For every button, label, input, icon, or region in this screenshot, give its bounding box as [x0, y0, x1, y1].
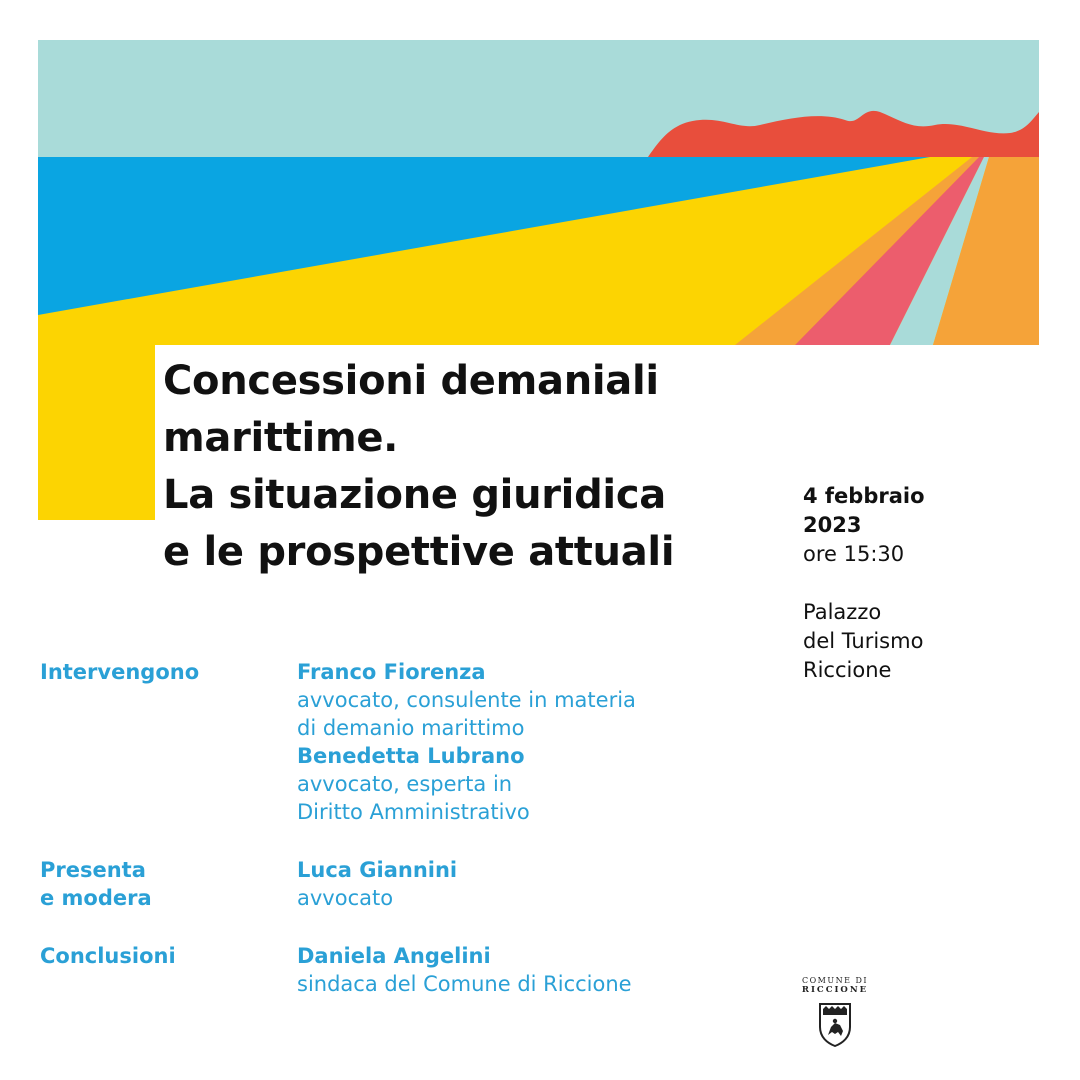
speaker-desc: avvocato, consulente in materia [297, 688, 636, 712]
speaker-name: Benedetta Lubrano [297, 744, 525, 768]
comune-logo [790, 976, 880, 1047]
event-date: 4 febbraio [803, 484, 925, 508]
role-label [40, 856, 260, 912]
program-moderator [40, 856, 740, 912]
speaker-desc: sindaca del Comune di Riccione [297, 972, 632, 996]
role-label-line: Presenta [40, 858, 146, 882]
title-line: e le prospettive attuali [163, 529, 675, 575]
speaker-desc: Diritto Amministrativo [297, 800, 530, 824]
speaker-desc: avvocato, esperta in [297, 772, 513, 796]
speaker-name: Daniela Angelini [297, 944, 491, 968]
speaker-desc: avvocato [297, 886, 394, 910]
event-title [163, 353, 783, 581]
program [40, 658, 740, 998]
title-line: marittime. [163, 415, 399, 461]
venue-line: Palazzo [803, 600, 882, 624]
logo-line: COMUNE DI [801, 976, 869, 985]
event-year: 2023 [803, 513, 862, 537]
event-venue [803, 598, 923, 685]
role-label: Intervengono [40, 660, 200, 684]
speaker-name: Luca Giannini [297, 858, 458, 882]
event-time: ore 15:30 [803, 542, 905, 566]
role-label-line: e modera [40, 886, 152, 910]
speaker-name: Franco Fiorenza [297, 660, 486, 684]
title-line: Concessioni demaniali [163, 358, 659, 404]
program-speakers [40, 658, 740, 826]
title-line: La situazione giuridica [163, 472, 666, 518]
venue-line: Riccione [803, 658, 892, 682]
logo-line: RICCIONE [801, 985, 869, 995]
role-label: Conclusioni [40, 944, 176, 968]
venue-line: del Turismo [803, 629, 924, 653]
event-datetime [803, 482, 925, 569]
program-conclusions [40, 942, 740, 998]
coat-of-arms-icon [817, 1001, 853, 1047]
speaker-desc: di demanio marittimo [297, 716, 525, 740]
